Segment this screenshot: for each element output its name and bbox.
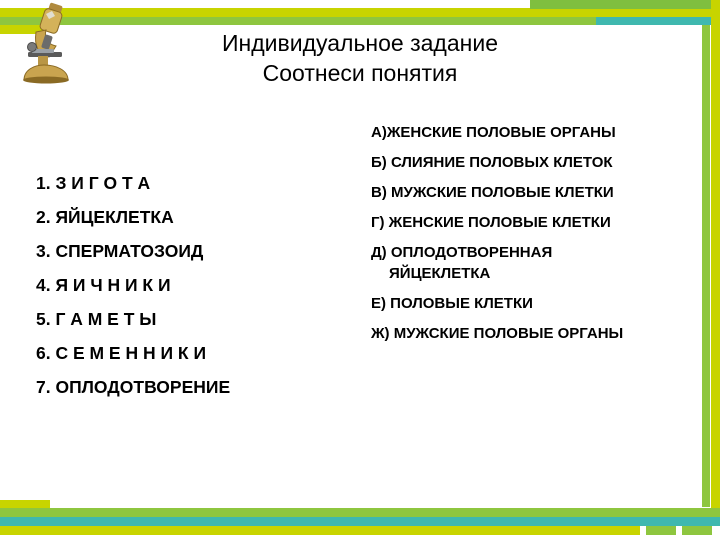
list-item: Е) ПОЛОВЫЕ КЛЕТКИ — [371, 295, 533, 312]
bottom-band-yellow-green — [0, 526, 640, 535]
microscope-illustration — [16, 2, 86, 84]
page-title — [90, 28, 630, 88]
title-line-2: Соотнеси понятия — [262, 60, 458, 86]
right-band-green — [702, 25, 710, 507]
right-band-yellow-green — [711, 0, 720, 516]
list-item: Д) ОПЛОДОТВОРЕННАЯ ЯЙЦЕКЛЕТКА — [371, 244, 553, 282]
bottom-band-green — [0, 508, 720, 517]
list-item: 7. ОПЛОДОТВОРЕНИЕ — [36, 377, 231, 397]
terms-list — [36, 173, 366, 411]
list-item: Г) ЖЕНСКИЕ ПОЛОВЫЕ КЛЕТКИ — [371, 214, 611, 231]
bottom-band-green-dash-2 — [682, 526, 712, 535]
definitions-list — [371, 122, 636, 353]
list-item: 5. Г А М Е Т Ы — [36, 309, 157, 329]
list-item: А)ЖЕНСКИЕ ПОЛОВЫЕ ОРГАНЫ — [371, 124, 616, 141]
list-item: В) МУЖСКИЕ ПОЛОВЫЕ КЛЕТКИ — [371, 184, 614, 201]
list-item: 6. С Е М Е Н Н И К И — [36, 343, 207, 363]
list-item: 2. ЯЙЦЕКЛЕТКА — [36, 207, 174, 227]
bottom-band-green-dash-1 — [646, 526, 676, 535]
top-band-green-right — [530, 0, 720, 9]
top-band-yellow-green — [0, 8, 720, 17]
list-item: 1. З И Г О Т А — [36, 173, 151, 193]
list-item: 3. СПЕРМАТОЗОИД — [36, 241, 204, 261]
bottom-decorative-border — [0, 500, 720, 540]
right-decorative-border — [694, 0, 720, 540]
bottom-band-yellow-left — [0, 500, 50, 508]
bottom-band-teal — [0, 517, 720, 526]
list-item: Ж) МУЖСКИЕ ПОЛОВЫЕ ОРГАНЫ — [371, 325, 624, 342]
list-item: Б) СЛИЯНИЕ ПОЛОВЫХ КЛЕТОК — [371, 154, 613, 171]
title-line-1: Индивидуальное задание — [222, 30, 498, 56]
list-item: 4. Я И Ч Н И К И — [36, 275, 171, 295]
